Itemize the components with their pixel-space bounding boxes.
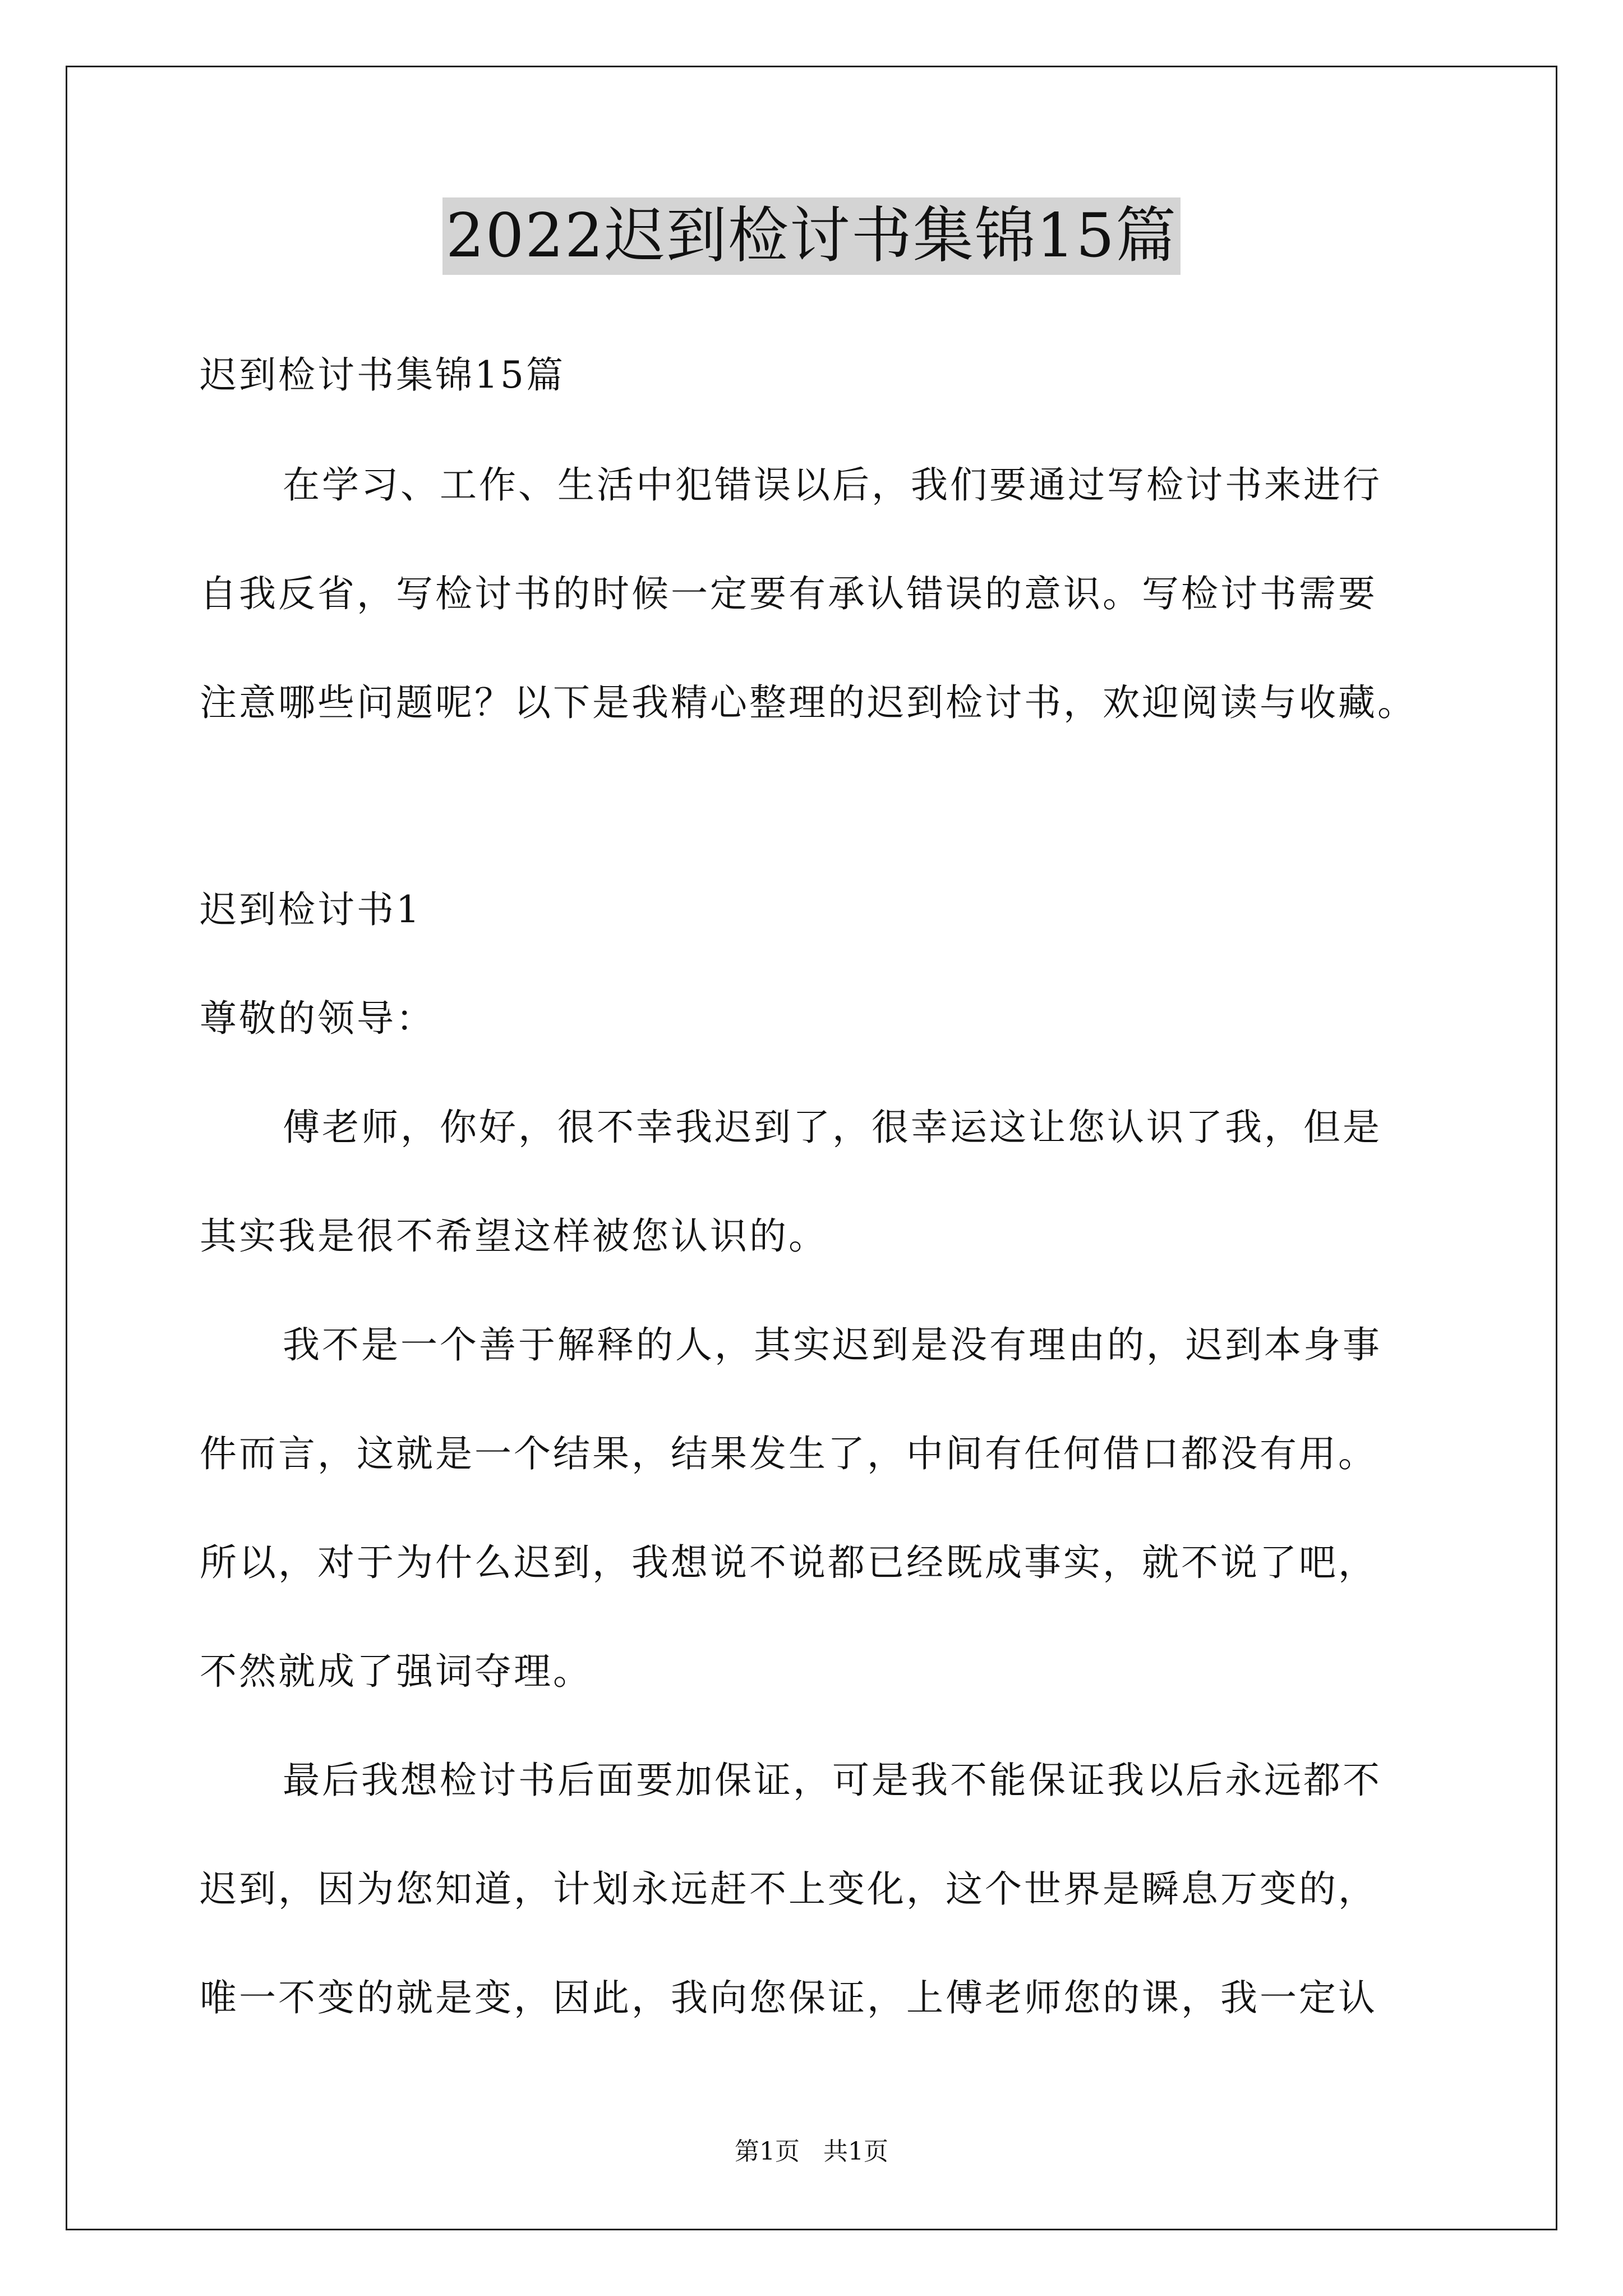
paragraph3-line-1: 最后我想检讨书后面要加保证，可是我不能保证我以后永远都不: [283, 1759, 1382, 1802]
section-heading: 迟到检讨书1: [200, 888, 422, 931]
page-footer: 第1页 共1页: [735, 2137, 888, 2166]
paragraph1-line-2: 其实我是很不希望这样被您认识的。: [200, 1214, 828, 1258]
paragraph2-line-4: 不然就成了强词夺理。: [200, 1650, 592, 1693]
paragraph2-line-3: 所以，对于为什么迟到，我想说不说都已经既成事实，就不说了吧，: [200, 1541, 1377, 1584]
document-title: 2022迟到检讨书集锦15篇: [442, 197, 1181, 275]
paragraph2-line-1: 我不是一个善于解释的人，其实迟到是没有理由的，迟到本身事: [283, 1323, 1382, 1366]
salutation: 尊敬的领导：: [200, 997, 435, 1040]
paragraph3-line-2: 迟到，因为您知道，计划永远赶不上变化，这个世界是瞬息万变的，: [200, 1867, 1377, 1911]
intro-line-3: 注意哪些问题呢？以下是我精心整理的迟到检讨书，欢迎阅读与收藏。: [200, 681, 1417, 724]
paragraph3-line-3: 唯一不变的就是变，因此，我向您保证，上傅老师您的课，我一定认: [200, 1976, 1377, 2019]
paragraph2-line-2: 件而言，这就是一个结果，结果发生了，中间有任何借口都没有用。: [200, 1432, 1377, 1475]
document-subtitle: 迟到检讨书集锦15篇: [200, 353, 565, 397]
intro-line-2: 自我反省，写检讨书的时候一定要有承认错误的意识。写检讨书需要: [200, 572, 1377, 615]
intro-line-1: 在学习、工作、生活中犯错误以后，我们要通过写检讨书来进行: [283, 463, 1382, 507]
title-container: [0, 197, 1623, 275]
paragraph1-line-1: 傅老师，你好，很不幸我迟到了，很幸运这让您认识了我，但是: [283, 1106, 1382, 1149]
